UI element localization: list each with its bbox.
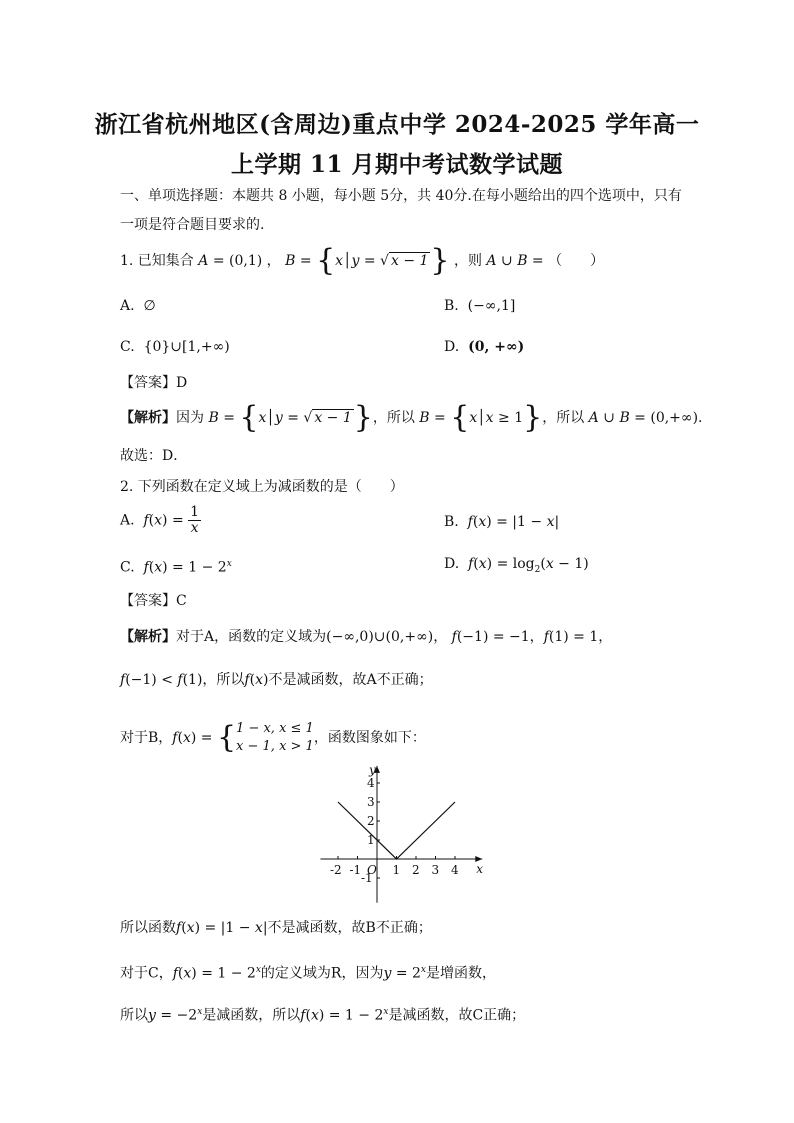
q2-option-a: A. f(x) = $\frac{1}{x}$: [120, 504, 200, 536]
q2-analysis-line4: 所以函数f(x) = |1 − x|不是减函数，故B不正确；: [120, 920, 432, 936]
q1-set-b: B: [285, 253, 296, 269]
abs-function-graph: [0, 755, 794, 915]
q2-option-b: B. f(x) = |1 − x|: [444, 514, 560, 530]
x-tick-label: 1: [392, 863, 401, 877]
function-curve: [338, 802, 455, 859]
piecewise-cases: 1 − x, x ≤ 1 x − 1, x > 1: [236, 721, 314, 754]
q1-conclusion: 故选：D．: [120, 448, 188, 464]
x-axis-label: x: [476, 862, 484, 876]
x-tick-label: 3: [431, 863, 440, 877]
q2-option-d: D. $f(x) = \log_2(x - 1)$: [444, 556, 589, 575]
q2-analysis-line1: 【解析】对于A，函数的定义域为(−∞,0)∪(0,+∞)， f(−1) = −1，f(1) = 1，: [120, 629, 613, 645]
y-tick-label: -1: [361, 871, 373, 885]
q2-option-c: C. $f(x) = 1 - 2^x$: [120, 559, 232, 576]
origin-label: O: [367, 863, 377, 877]
q2-stem: 2. 下列函数在定义域上为减函数的是（ ）: [120, 479, 404, 495]
q1-option-d: D. (0, +∞): [444, 339, 525, 355]
y-tick-label: 2: [367, 814, 375, 828]
y-tick-label: 4: [367, 776, 375, 790]
exam-title-line1: 浙江省杭州地区(含周边)重点中学 2024-2025 学年高一: [94, 111, 700, 138]
x-tick-label: -2: [330, 863, 342, 877]
q2-analysis-line6: 所以$y = -2^x$是减函数，所以$f(x) = 1 - 2^x$是减函数，故C正确；: [120, 1007, 526, 1024]
x-tick-label: -1: [349, 863, 362, 877]
section-instruction-line1: 一、单项选择题：本题共 8 小题，每小题 5分，共 40分.在每小题给出的四个选项中，只有: [120, 188, 682, 204]
q2-analysis-line3: 对于B，f(x) = {1 − x, x ≤ 1 x − 1, x > 1，函数图象如下：: [120, 720, 426, 755]
q1-analysis: 【解析】因为 B = {x│y = √ x − 1}，所以 B = {x│x ≥ 1}，所以 A ∪ B = (0,+∞).: [120, 400, 703, 435]
q1-answer: 【答案】D: [120, 375, 188, 391]
q1-stem-prefix: 1. 已知集合: [120, 253, 194, 269]
exam-title-line2: 上学期 11 月期中考试数学试题: [230, 151, 564, 178]
q1-option-a: A. ∅: [120, 298, 156, 314]
q1-set-a: A: [198, 253, 209, 269]
q2-answer: 【答案】C: [120, 593, 187, 609]
q2-analysis-line5: 对于C，$f(x) = 1 - 2^x$的定义域为R，因为$y = 2^x$是增函数，: [120, 965, 496, 982]
q1-stem: 1. 已知集合 A = (0,1) ， B = {x│y = √ x − 1} ，则 A ∪ B = （ ）: [120, 243, 605, 278]
q1-option-b: B. (−∞,1]: [444, 298, 516, 314]
y-tick-label: 3: [367, 795, 375, 809]
x-tick-label: 2: [412, 863, 420, 877]
q2-analysis-line2: f(−1) < f(1)，所以f(x)不是减函数，故A不正确；: [120, 672, 433, 688]
q1-option-c: C. {0}∪[1,+∞): [120, 339, 230, 355]
y-axis-label: y: [369, 762, 376, 777]
section-instruction-line2: 一项是符合题目要求的.: [120, 217, 265, 233]
y-tick-label: 1: [367, 833, 375, 847]
x-tick-label: 4: [451, 863, 459, 877]
